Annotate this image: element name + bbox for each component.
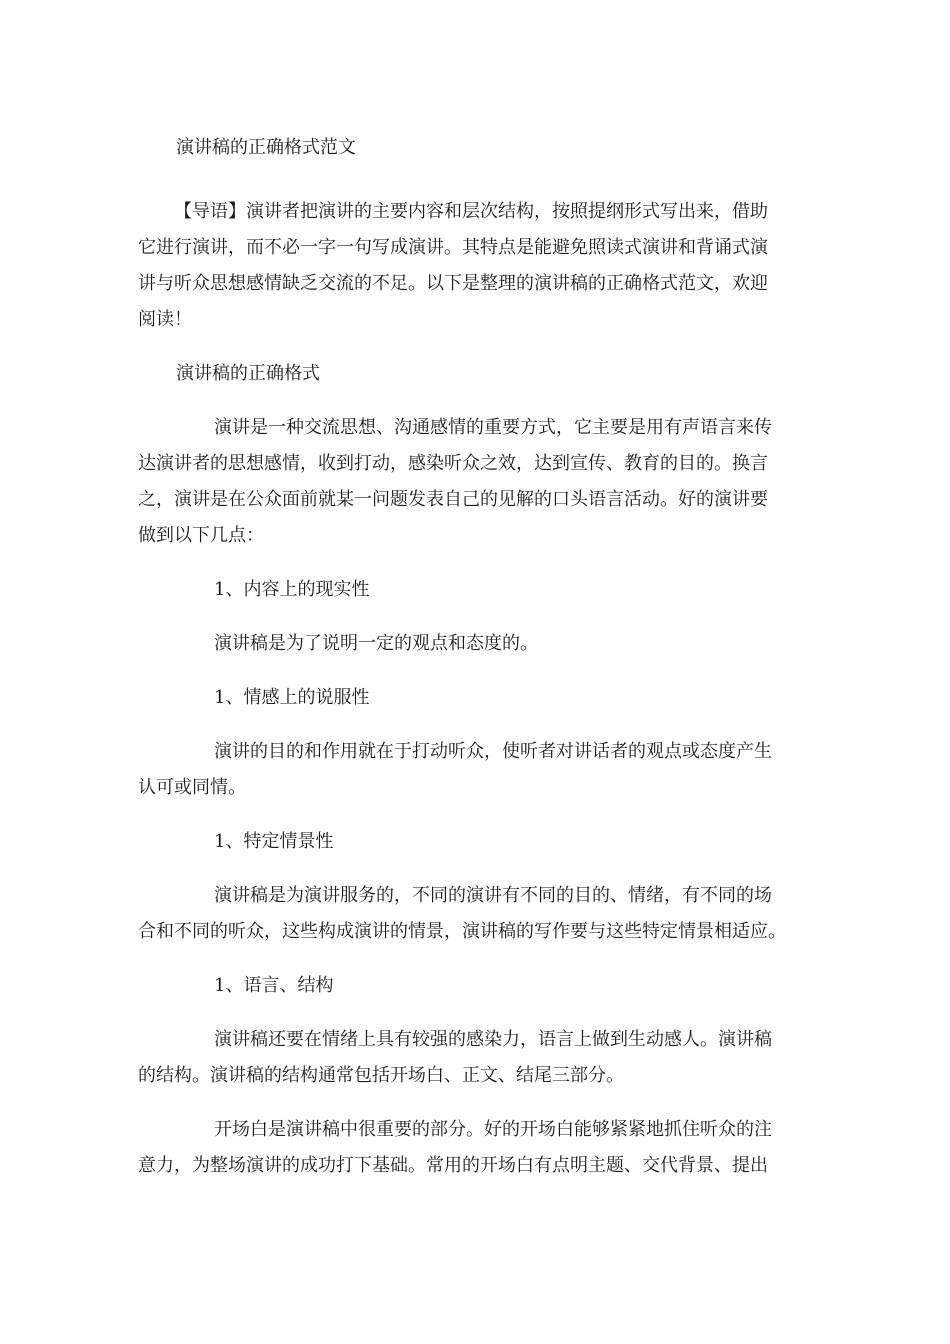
paragraph-line: 之，演讲是在公众面前就某一问题发表自己的见解的口头语言活动。好的演讲要 — [138, 489, 768, 510]
paragraph-line: 演讲是一种交流思想、沟通感情的重要方式，它主要是用有声语言来传 — [214, 417, 772, 438]
document-title: 演讲稿的正确格式范文 — [176, 137, 356, 158]
intro-paragraph — [138, 194, 810, 338]
item-body-persuasion — [138, 734, 810, 806]
intro-line: 它进行演讲，而不必一字一句写成演讲。其特点是能避免照读式演讲和背诵式演 — [138, 237, 768, 258]
paragraph-line: 演讲稿是为了说明一定的观点和态度的。 — [214, 633, 538, 654]
item-body-language — [138, 1022, 810, 1094]
item-heading-context: 1、特定情景性 — [214, 831, 334, 852]
paragraph-line: 认可或同情。 — [138, 777, 246, 798]
paragraph-line: 演讲稿还要在情绪上具有较强的感染力，语言上做到生动感人。演讲稿 — [214, 1029, 772, 1050]
paragraph-line: 达演讲者的思想感情，收到打动，感染听众之效，达到宣传、教育的目的。换言 — [138, 453, 768, 474]
item-body-context — [138, 878, 810, 950]
intro-line: 阅读！ — [138, 309, 192, 330]
paragraph-line: 开场白是演讲稿中很重要的部分。好的开场白能够紧紧地抓住听众的注 — [214, 1119, 772, 1140]
paragraph-line: 演讲稿是为演讲服务的，不同的演讲有不同的目的、情绪，有不同的场 — [214, 885, 772, 906]
section-title: 演讲稿的正确格式 — [176, 363, 320, 384]
paragraph-line: 做到以下几点： — [138, 525, 264, 546]
paragraph-line: 合和不同的听众，这些构成演讲的情景，演讲稿的写作要与这些特定情景相适应。 — [138, 921, 786, 942]
item-heading-persuasion: 1、情感上的说服性 — [214, 687, 370, 708]
paragraph-line: 演讲的目的和作用就在于打动听众，使听者对讲话者的观点或态度产生 — [214, 741, 772, 762]
intro-line: 【导语】演讲者把演讲的主要内容和层次结构，按照提纲形式写出来，借助 — [174, 201, 768, 222]
paragraph-line: 的结构。演讲稿的结构通常包括开场白、正文、结尾三部分。 — [138, 1065, 624, 1086]
paragraph-definition — [138, 410, 810, 554]
paragraph-line: 意力，为整场演讲的成功打下基础。常用的开场白有点明主题、交代背景、提出 — [138, 1155, 768, 1176]
item-heading-reality: 1、内容上的现实性 — [214, 579, 370, 600]
item-heading-language: 1、语言、结构 — [214, 975, 334, 996]
paragraph-opening — [138, 1112, 810, 1184]
intro-line: 讲与听众思想感情缺乏交流的不足。以下是整理的演讲稿的正确格式范文，欢迎 — [138, 273, 768, 294]
item-body-reality — [138, 626, 810, 662]
document-body — [138, 130, 810, 1202]
